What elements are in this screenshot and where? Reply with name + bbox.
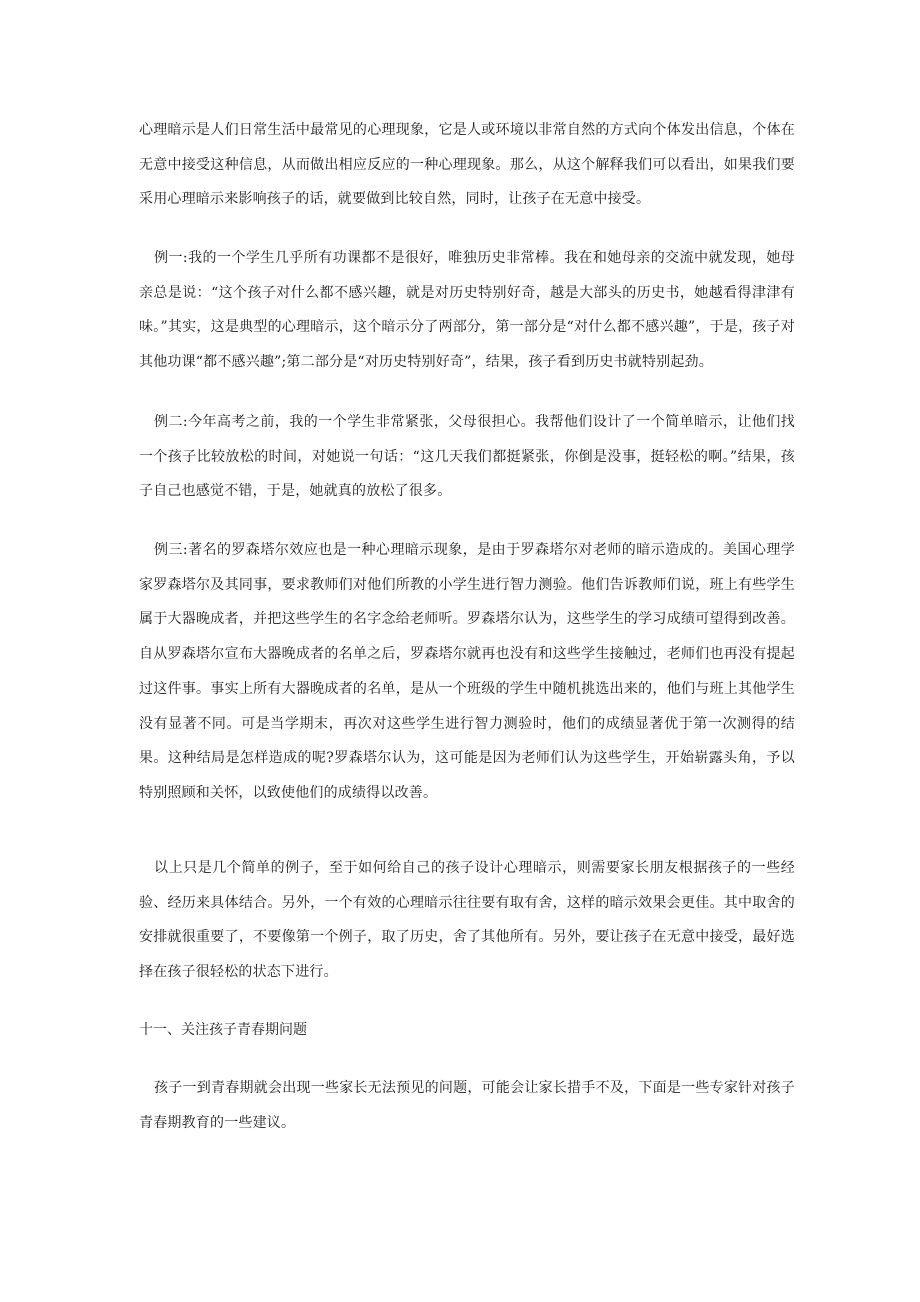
paragraph-example-one: 例一:我的一个学生几乎所有功课都不是很好，唯独历史非常棒。我在和她母亲的交流中就发现，她母亲总是说：“这个孩子对什么都不感兴趣，就是对历史特别好奇，越是大部头的历史书，她越看得津津有味。”其实，这是典型的心理暗示，这个暗示分了两部分，第一部分是“对什么都不感兴趣”，于是，孩子对其他功课“都不感兴趣”;第二部分是“对历史特别好奇”，结果，孩子看到历史书就特别起劲。 xyxy=(139,250,795,371)
section-heading: 十一、关注孩子青春期问题 xyxy=(139,1022,307,1038)
paragraph-summary: 以上只是几个简单的例子，至于如何给自己的孩子设计心理暗示，则需要家长朋友根据孩子的一些经验、经历来具体结合。另外，一个有效的心理暗示往往要有取有舍，这样的暗示效果会更佳。其中取舍的安排就很重要了，不要像第一个例子，取了历史，舍了其他所有。另外，要让孩子在无意中接受，最好选择在孩子很轻松的状态下进行。 xyxy=(139,860,795,981)
paragraph-adolescence: 孩子一到青春期就会出现一些家长无法预见的问题，可能会让家长措手不及，下面是一些专家针对孩子青春期教育的一些建议。 xyxy=(139,1080,795,1131)
paragraph-example-three: 例三:著名的罗森塔尔效应也是一种心理暗示现象，是由于罗森塔尔对老师的暗示造成的。美国心理学家罗森塔尔及其同事，要求教师们对他们所教的小学生进行智力测验。他们告诉教师们说，班上有些学生属于大器晚成者，并把这些学生的名字念给老师听。罗森塔尔认为，这些学生的学习成绩可望得到改善。自从罗森塔尔宣布大器晚成者的名单之后，罗森塔尔就再也没有和这些学生接触过，老师们也再没有提起过这件事。事实上所有大器晚成者的名单，是从一个班级的学生中随机挑选出来的，他们与班上其他学生没有显著不同。可是当学期末，再次对这些学生进行智力测验时，他们的成绩显著优于第一次测得的结果。这种结局是怎样造成的呢?罗森塔尔认为，这可能是因为老师们认为这些学生，开始崭露头角，予以特别照顾和关怀，以致使他们的成绩得以改善。 xyxy=(139,542,795,801)
paragraph-intro: 心理暗示是人们日常生活中最常见的心理现象，它是人或环境以非常自然的方式向个体发出信息，个体在无意中接受这种信息，从而做出相应反应的一种心理现象。那么，从这个解释我们可以看出，如果我们要采用心理暗示来影响孩子的话，就要做到比较自然，同时，让孩子在无意中接受。 xyxy=(139,122,795,208)
paragraph-example-two: 例二:今年高考之前，我的一个学生非常紧张，父母很担心。我帮他们设计了一个简单暗示，让他们找一个孩子比较放松的时间，对她说一句话：“这几天我们都挺紧张，你倒是没事，挺轻松的啊。”结果，孩子自己也感觉不错，于是，她就真的放松了很多。 xyxy=(139,414,795,500)
